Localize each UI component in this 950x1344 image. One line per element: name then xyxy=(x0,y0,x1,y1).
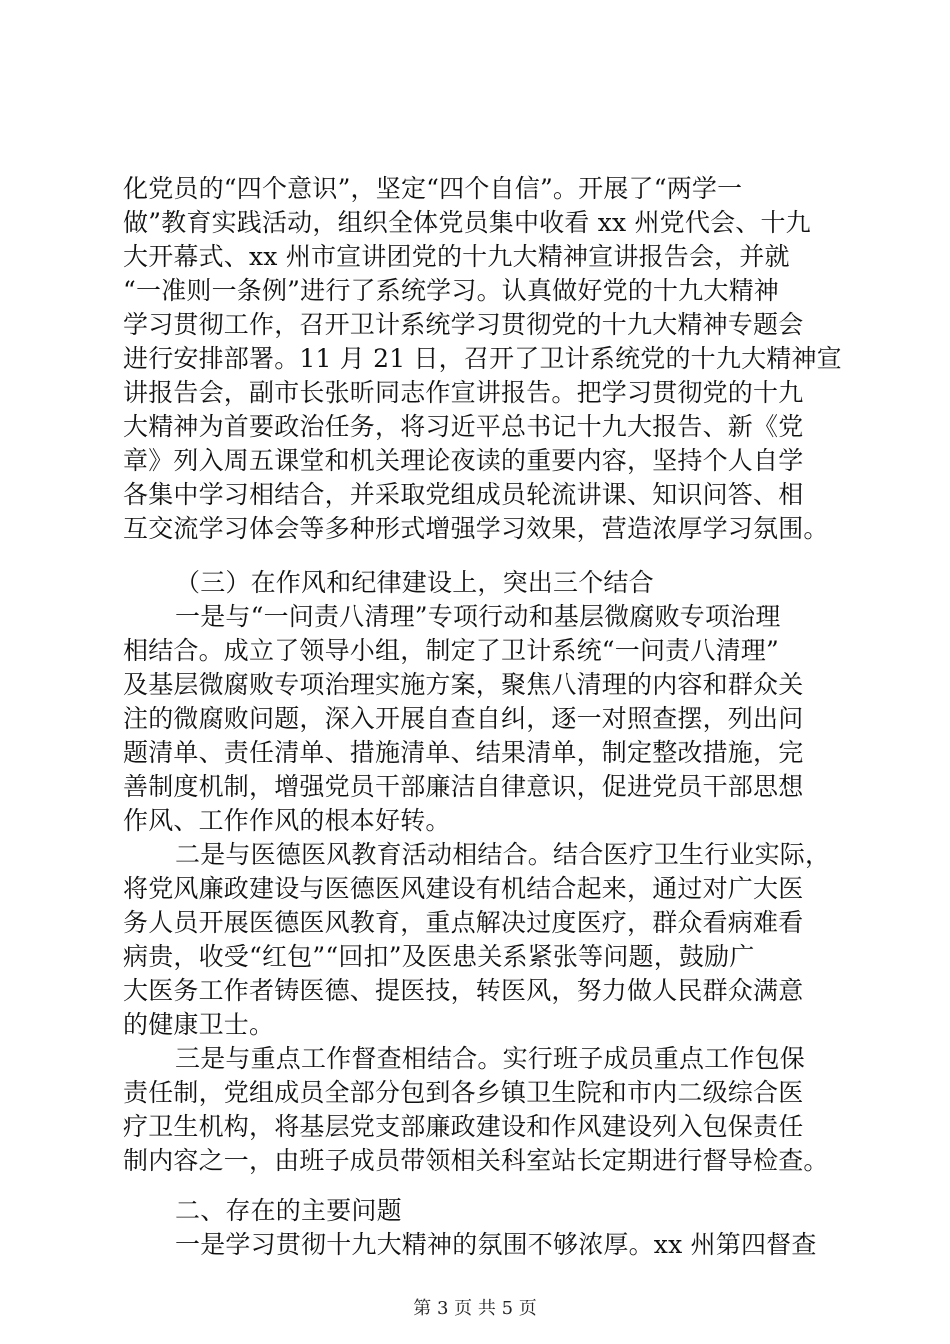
body-text-line: 学习贯彻工作，召开卫计系统学习贯彻党的十九大精神专题会 xyxy=(123,310,804,339)
body-text-line: 大精神为首要政治任务，将习近平总书记十九大报告、新《党 xyxy=(123,412,804,441)
body-text-line: 化党员的“四个意识”，坚定“四个自信”。开展了“两学一 xyxy=(123,174,743,203)
body-text-line: 制内容之一，由班子成员带领相关科室站长定期进行督导检查。 xyxy=(123,1146,829,1175)
body-text-line: 将党风廉政建设与医德医风建设有机结合起来，通过对广大医 xyxy=(123,874,804,903)
body-text-line: 相结合。成立了领导小组，制定了卫计系统“一问责八清理” xyxy=(123,636,779,665)
body-text-line: 大医务工作者铸医德、提医技，转医风，努力做人民群众满意 xyxy=(123,976,804,1005)
body-text-line: 疗卫生机构，将基层党支部廉政建设和作风建设列入包保责任 xyxy=(123,1112,804,1141)
paragraph-start: 二是与医德医风教育活动相结合。结合医疗卫生行业实际， xyxy=(175,840,831,869)
body-text-line: 题清单、责任清单、措施清单、结果清单，制定整改措施，完 xyxy=(123,738,804,767)
body-text-line: 大开幕式、xx 州市宣讲团党的十九大精神宣讲报告会，并就 xyxy=(123,242,790,271)
body-text-line: 互交流学习体会等多种形式增强学习效果，营造浓厚学习氛围。 xyxy=(123,514,829,543)
body-text-line: 作风、工作作风的根本好转。 xyxy=(123,806,451,835)
body-text-line: 注的微腐败问题，深入开展自查自纠，逐一对照查摆，列出问 xyxy=(123,704,804,733)
body-text-line: “一准则一条例”进行了系统学习。认真做好党的十九大精神 xyxy=(123,276,779,305)
body-text-line: 讲报告会，副市长张昕同志作宣讲报告。把学习贯彻党的十九 xyxy=(123,378,804,407)
body-text-line: 进行安排部署。11 月 21 日，召开了卫计系统党的十九大精神宣 xyxy=(123,344,842,373)
body-text-line: 善制度机制，增强党员干部廉洁自律意识，促进党员干部思想 xyxy=(123,772,804,801)
body-text-line: 病贵，收受“红包”“回扣”及医患关系紧张等问题，鼓励广 xyxy=(123,942,755,971)
paragraph-start: 三是与重点工作督查相结合。实行班子成员重点工作包保 xyxy=(175,1044,806,1073)
body-text-line: 做”教育实践活动，组织全体党员集中收看 xx 州党代会、十九 xyxy=(123,208,811,237)
body-text-line: 章》列入周五课堂和机关理论夜读的重要内容，坚持个人自学 xyxy=(123,446,804,475)
paragraph-start: 一是与“一问责八清理”专项行动和基层微腐败专项治理 xyxy=(175,602,781,631)
page-number-footer: 第 3 页 共 5 页 xyxy=(413,1298,537,1319)
body-text-line: 及基层微腐败专项治理实施方案，聚焦八清理的内容和群众关 xyxy=(123,670,804,699)
body-text-line: 责任制，党组成员全部分包到各乡镇卫生院和市内二级综合医 xyxy=(123,1078,804,1107)
section-heading: （三）在作风和纪律建设上，突出三个结合 xyxy=(175,568,654,597)
body-text-line: 各集中学习相结合，并采取党组成员轮流讲课、知识问答、相 xyxy=(123,480,804,509)
paragraph-start: 一是学习贯彻十九大精神的氛围不够浓厚。xx 州第四督查 xyxy=(175,1230,817,1259)
section-heading: 二、存在的主要问题 xyxy=(175,1196,402,1225)
body-text-line: 务人员开展医德医风教育，重点解决过度医疗，群众看病难看 xyxy=(123,908,804,937)
body-text-line: 的健康卫士。 xyxy=(123,1010,275,1039)
